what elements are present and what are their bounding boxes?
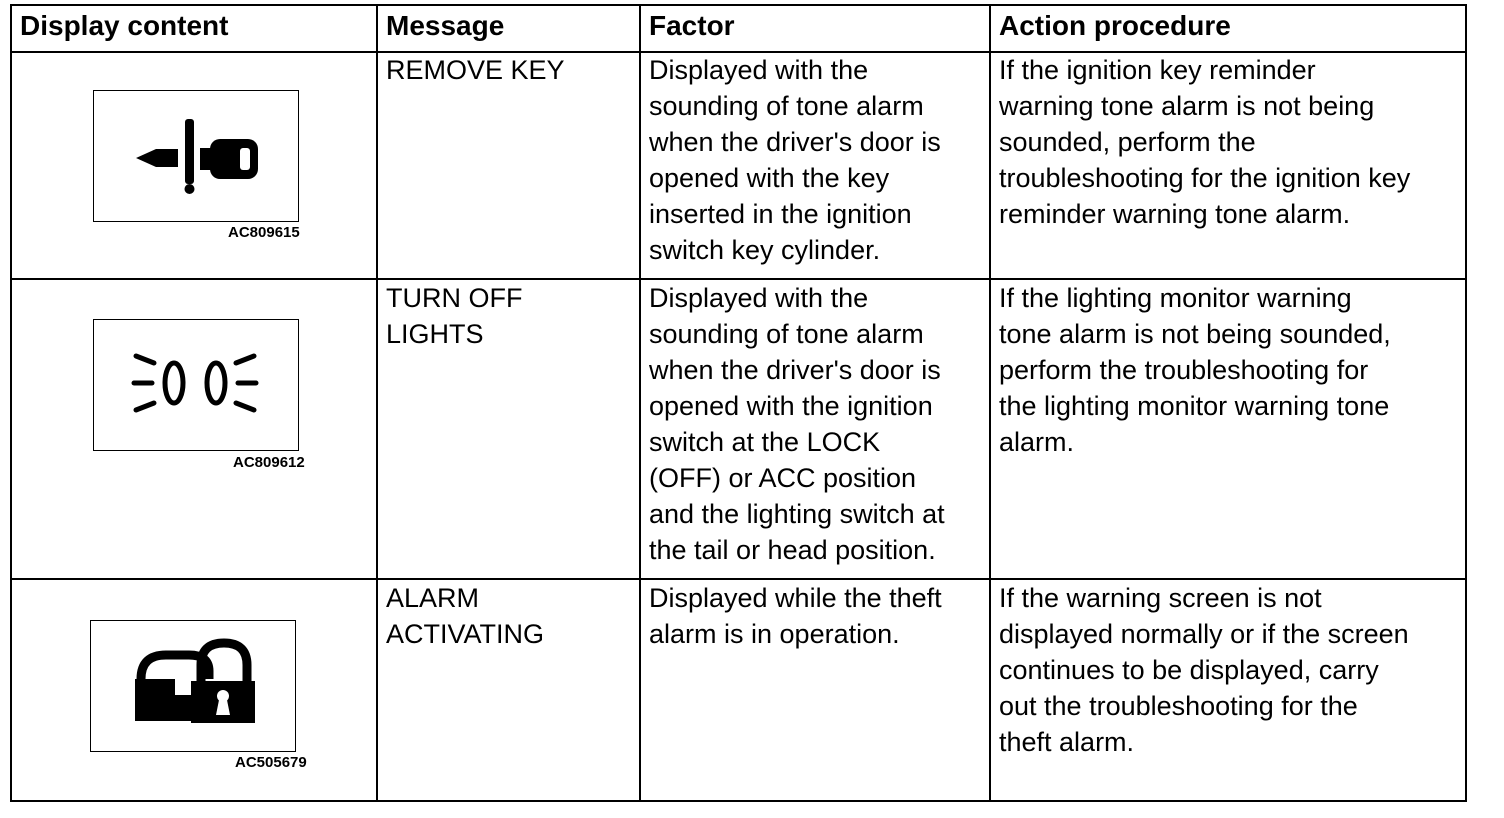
warning-display-table: [10, 4, 1467, 802]
icon-code: AC505679: [235, 754, 307, 771]
header-display-content: Display content: [20, 10, 229, 41]
header-action-procedure: Action procedure: [999, 10, 1231, 41]
column-divider: [989, 6, 991, 800]
factor-text: Displayed while the theft alarm is in operation.: [649, 583, 942, 649]
key-in-ignition-icon: [94, 91, 300, 223]
message-alarm-activating: ALARM ACTIVATING: [386, 583, 545, 649]
action-text: If the lighting monitor warning tone alarm is not being sounded, perform the troubleshooting for the lighting monitor warning tone alarm.: [999, 283, 1391, 457]
column-divider: [639, 6, 641, 800]
icon-code: AC809615: [228, 224, 300, 241]
display-screen-turn-off-lights: [93, 319, 299, 451]
header-message: Message: [386, 10, 505, 41]
icon-code: AC809612: [233, 454, 305, 471]
action-text: If the warning screen is not displayed normally or if the screen continues to be displayed, carry out the troubleshooting for the theft alarm.: [999, 583, 1409, 757]
column-divider: [376, 6, 378, 800]
display-screen-alarm-activating: [90, 620, 296, 752]
theft-alarm-lock-icon: [91, 621, 297, 753]
factor-text: Displayed with the sounding of tone alarm when the driver's door is opened with the key inserted in the ignition switch key cylinder.: [649, 55, 941, 265]
header-factor: Factor: [649, 10, 735, 41]
factor-text: Displayed with the sounding of tone alarm when the driver's door is opened with the ignition switch at the LOCK (OFF) or ACC position and the lighting switch at the tail or head position.: [649, 283, 945, 565]
display-screen-remove-key: [93, 90, 299, 222]
lights-on-icon: [94, 320, 300, 452]
action-text: If the ignition key reminder warning tone alarm is not being sounded, perform the troubleshooting for the ignition key reminder warning tone alarm.: [999, 55, 1411, 229]
message-turn-off-lights: TURN OFF LIGHTS: [386, 283, 523, 349]
message-remove-key: REMOVE KEY: [386, 55, 565, 85]
